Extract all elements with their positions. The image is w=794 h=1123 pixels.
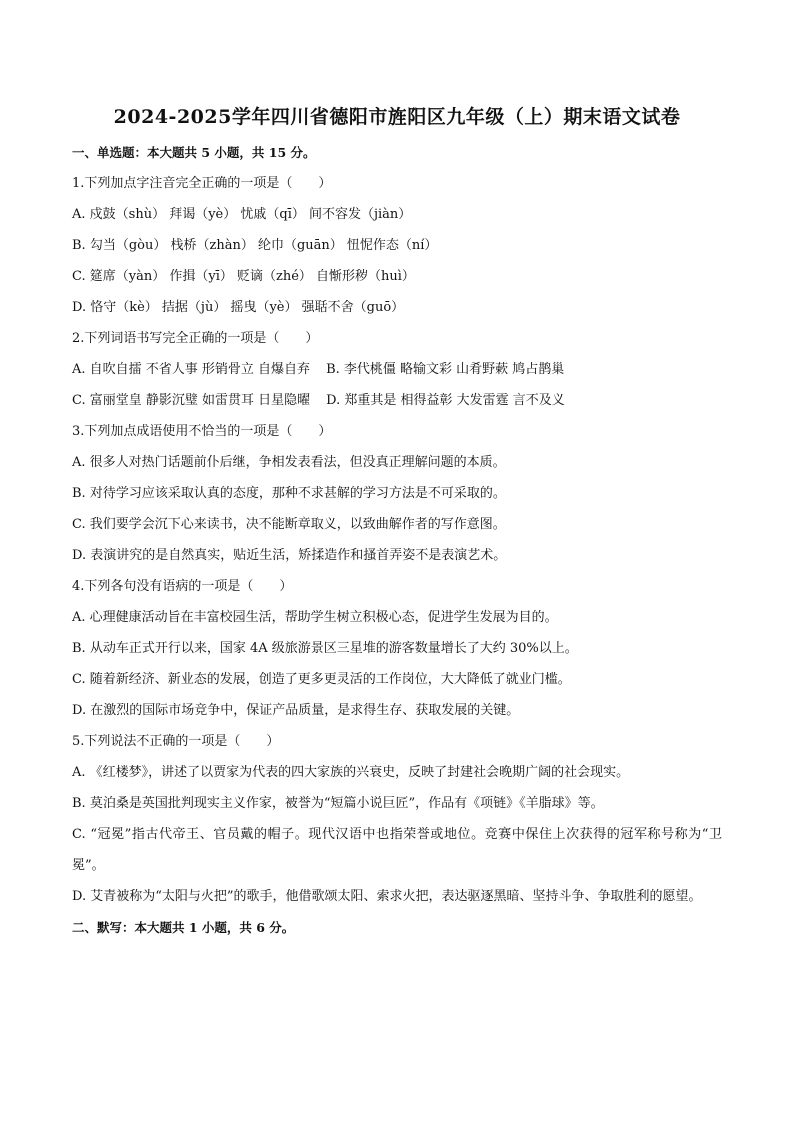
- question-3-option-d: D. 表演讲究的是自然真实，贴近生活，矫揉造作和搔首弄姿不是表演艺术。: [72, 548, 507, 563]
- question-1-option-a: A. 戍鼓（shù） 拜谒（yè） 忧戚（qī） 间不容发（jiàn）: [72, 207, 412, 222]
- question-1-option-b: B. 勾当（gòu） 栈桥（zhàn） 纶巾（guān） 忸怩作态（ní）: [72, 238, 438, 253]
- question-5-stem: 5.下列说法不正确的一项是（ ）: [72, 734, 280, 749]
- question-3-option-a: A. 很多人对热门话题前仆后继，争相发表看法，但没真正理解问题的本质。: [72, 455, 506, 470]
- question-2-option-d: D. 郑重其是 相得益彰 大发雷霆 言不及义: [326, 393, 565, 408]
- question-2-option-b: B. 李代桃僵 略输文彩 山肴野蔌 鸠占鹊巢: [326, 362, 565, 377]
- question-4-option-d: D. 在激烈的国际市场竞争中，保证产品质量，是求得生存、获取发展的关键。: [72, 703, 520, 718]
- question-2-stem: 2.下列词语书写完全正确的一项是（ ）: [72, 331, 319, 346]
- question-3-option-c: C. 我们要学会沉下心来读书，决不能断章取义，以致曲解作者的写作意图。: [72, 517, 506, 532]
- question-2-options-row-1: [72, 354, 722, 385]
- question-3-stem: 3.下列加点成语使用不恰当的一项是（ ）: [72, 424, 332, 439]
- question-1-stem: 1.下列加点字注音完全正确的一项是（ ）: [72, 176, 332, 191]
- section-heading-dictation: 二、默写：本大题共 1 小题，共 6 分。: [72, 920, 295, 935]
- question-2-option-c: C. 富丽堂皇 静影沉璧 如雷贯耳 日星隐曜: [72, 393, 311, 408]
- question-5-option-d: D. 艾青被称为“太阳与火把”的歌手，他借歌颂太阳、索求火把，表达驱逐黑暗、坚持斗争、争取胜利的愿望。: [72, 889, 702, 904]
- question-5-option-a: A. 《红楼梦》，讲述了以贾家为代表的四大家族的兴衰史，反映了封建社会晚期广阔的社会现实。: [72, 765, 630, 780]
- question-2-option-a: A. 自吹自擂 不省人事 形销骨立 自爆自弃: [72, 362, 311, 377]
- section-heading-single-choice: 一、单选题：本大题共 5 小题，共 15 分。: [72, 145, 316, 160]
- question-4-option-b: B. 从动车正式开行以来，国家 4A 级旅游景区三星堆的游客数量增长了大约 30%以上。: [72, 641, 578, 656]
- question-4-option-a: A. 心理健康活动旨在丰富校园生活，帮助学生树立积极心态，促进学生发展为目的。: [72, 610, 558, 625]
- question-4-stem: 4.下列各句没有语病的一项是（ ）: [72, 579, 293, 594]
- question-3-option-b: B. 对待学习应该采取认真的态度，那种不求甚解的学习方法是不可采取的。: [72, 486, 506, 501]
- question-1-option-d: D. 恪守（kè） 拮据（jù） 摇曳（yè） 强聒不舍（guō）: [72, 300, 405, 315]
- question-2-options-row-2: [72, 385, 722, 416]
- question-5-option-b: B. 莫泊桑是英国批判现实主义作家，被誉为“短篇小说巨匠”，作品有《项链》《羊脂球》等。: [72, 796, 604, 811]
- question-1-option-c: C. 筵席（yàn） 作揖（yī） 贬谪（zhé） 自惭形秽（huì）: [72, 269, 415, 284]
- question-4-option-c: C. 随着新经济、新业态的发展，创造了更多更灵活的工作岗位，大大降低了就业门槛。: [72, 672, 571, 687]
- question-5-option-c: C. “冠冕”指古代帝王、官员戴的帽子。现代汉语中也指荣誉或地位。竞赛中保住上次获得的冠军称号称为“卫冕”。: [72, 827, 722, 873]
- exam-title: 2024-2025学年四川省德阳市旌阳区九年级（上）期末语文试卷: [113, 106, 681, 128]
